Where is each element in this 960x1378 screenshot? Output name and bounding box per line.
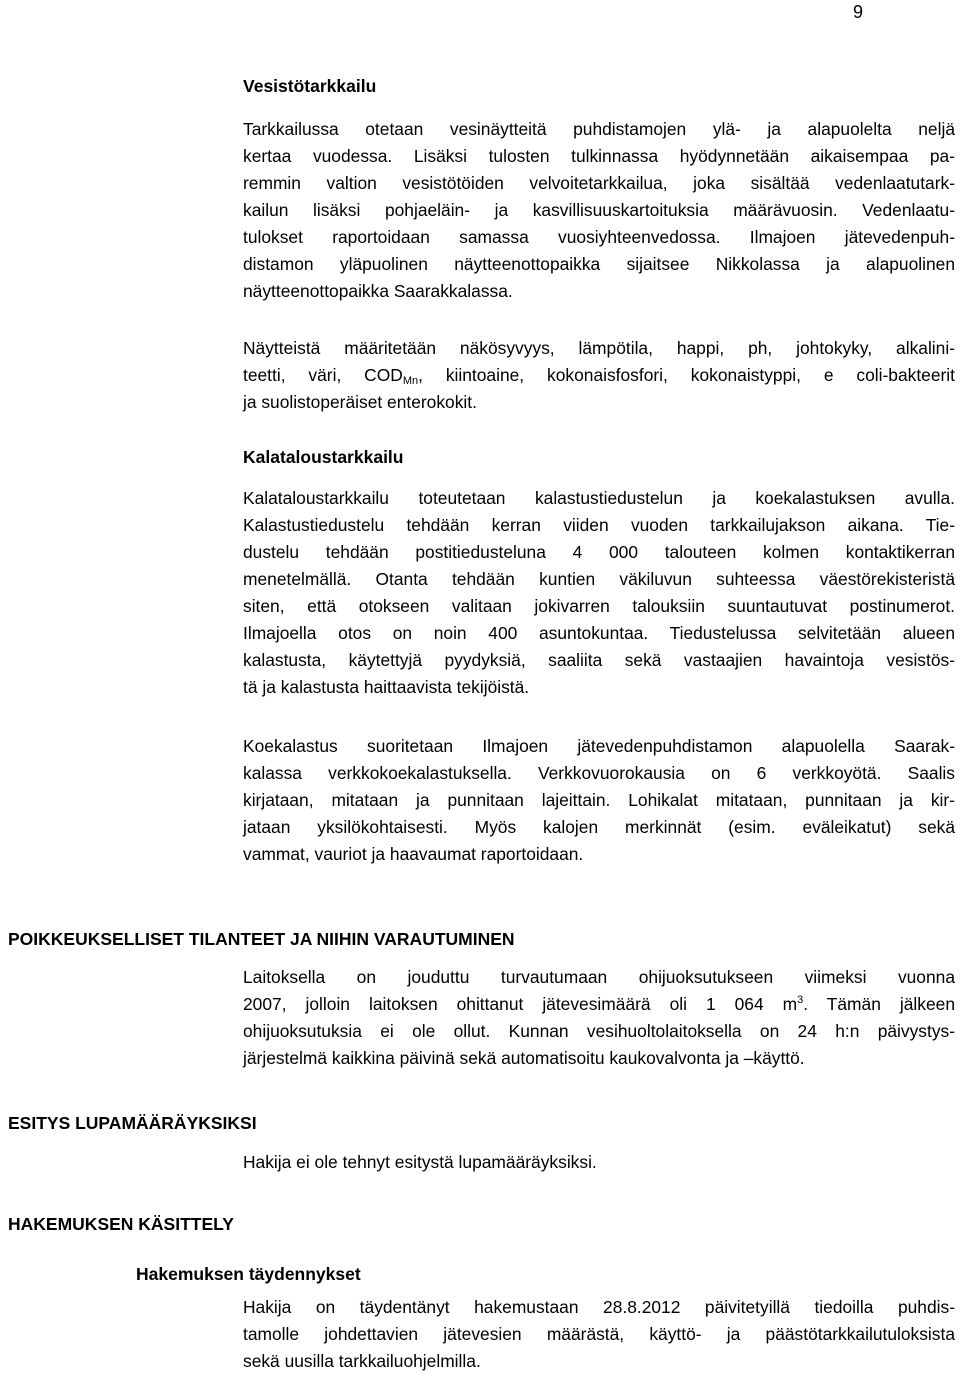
text-line: remmin valtion vesistötöiden velvoitetarkkailua, joka sisältää vedenlaatutark-: [243, 173, 955, 193]
text-line: [243, 991, 955, 1018]
text-line: Kalataloustarkkailu toteutetaan kalastustiedustelun ja koekalastuksen avulla.: [243, 488, 955, 508]
text-line: Näytteistä määritetään näkösyvyys, lämpötila, happi, ph, johtokyky, alkalini-: [243, 338, 955, 358]
text-line: ohijuoksutuksia ei ole ollut. Kunnan vesihuoltolaitoksella on 24 h:n päivystys-: [243, 1021, 955, 1041]
text-fragment: 2007, jolloin laitoksen ohittanut jätevesimäärä oli 1 064 m: [243, 994, 798, 1014]
text-line: Kalastustiedustelu tehdään kerran viiden vuoden tarkkailujakson aikana. Tie-: [243, 515, 955, 535]
poikkeukselliset-paragraph: [243, 964, 955, 1072]
text-line: Laitoksella on jouduttu turvautumaan ohijuoksutukseen viimeksi vuonna: [243, 967, 955, 987]
cubic-superscript: 3: [797, 994, 804, 1006]
text-line: tä ja kalastusta haittaavista tekijöistä.: [243, 677, 530, 697]
text-line: kalastusta, käytettyjä pyydyksiä, saaliita sekä vastaajien havaintoja vesistös-: [243, 650, 955, 670]
text-line: jataan yksilökohtaisesti. Myös kalojen merkinnät (esim. eväleikatut) sekä: [243, 817, 955, 837]
text-line: tamolle johdettavien jätevesien määrästä, käyttö- ja päästötarkkailutuloksista: [243, 1324, 955, 1344]
text-line: järjestelmä kaikkina päivinä sekä automatisoitu kaukovalvonta ja –käyttö.: [243, 1048, 805, 1068]
text-line: kailun lisäksi pohjaeläin- ja kasvillisuuskartoituksia määrävuosin. Vedenlaatu-: [243, 200, 955, 220]
section-heading-esitys: ESITYS LUPAMÄÄRÄYKSIKSI: [8, 1113, 257, 1133]
taydennykset-paragraph: [243, 1294, 955, 1375]
kalataloustarkkailu-paragraph-2: [243, 733, 955, 868]
text-line: kirjataan, mitataan ja punnitaan lajeittain. Lohikalat mitataan, punnitaan ja kir-: [243, 790, 955, 810]
text-line: vammat, vauriot ja haavaumat raportoidaan.: [243, 844, 584, 864]
text-line: distamon yläpuolinen näytteenottopaikka sijaitsee Nikkolassa ja alapuolinen: [243, 254, 955, 274]
text-line: menetelmällä. Otanta tehdään kuntien väkiluvun suhteessa väestörekisteristä: [243, 569, 955, 589]
text-line: sekä uusilla tarkkailuohjelmilla.: [243, 1351, 481, 1371]
text-line: Hakija ei ole tehnyt esitystä lupamääräyksiksi.: [243, 1152, 597, 1172]
section-heading-poikkeukselliset: POIKKEUKSELLISET TILANTEET JA NIIHIN VARAUTUMINEN: [8, 929, 515, 949]
text-line: siten, että otokseen valitaan jokivarren talouksiin suuntautuvat postinumerot.: [243, 596, 955, 616]
section-heading-kalataloustarkkailu: Kalataloustarkkailu: [243, 447, 404, 467]
text-fragment: teetti, väri, COD: [243, 365, 403, 385]
text-line: tulokset raportoidaan samassa vuosiyhteenvedossa. Ilmajoen jätevedenpuh-: [243, 227, 955, 247]
kalataloustarkkailu-paragraph-1: [243, 485, 955, 701]
cod-subscript: Mn: [402, 375, 419, 387]
section-heading-kasittely: HAKEMUKSEN KÄSITTELY: [8, 1214, 234, 1234]
text-line: Hakija on täydentänyt hakemustaan 28.8.2012 päivitetyillä tiedoilla puhdis-: [243, 1297, 955, 1317]
text-line: [243, 362, 955, 389]
vesistotarkkailu-paragraph-1: [243, 116, 955, 305]
text-fragment: . Tämän jälkeen: [803, 994, 955, 1014]
text-line: Koekalastus suoritetaan Ilmajoen jätevedenpuhdistamon alapuolella Saarak-: [243, 736, 955, 756]
vesistotarkkailu-paragraph-2: [243, 335, 955, 416]
text-line: dustelu tehdään postitiedusteluna 4 000 talouteen kolmen kontaktikerran: [243, 542, 955, 562]
text-fragment: , kiintoaine, kokonaisfosfori, kokonaistyppi, e coli-bakteerit: [418, 365, 955, 385]
esitys-paragraph: [243, 1149, 955, 1176]
text-line: Ilmajoella otos on noin 400 asuntokuntaa. Tiedustelussa selvitetään alueen: [243, 623, 955, 643]
text-line: Tarkkailussa otetaan vesinäytteitä puhdistamojen ylä- ja alapuolelta neljä: [243, 119, 955, 139]
text-line: ja suolistoperäiset enterokokit.: [243, 392, 477, 412]
subsection-heading-taydennykset: Hakemuksen täydennykset: [136, 1264, 361, 1284]
text-line: kertaa vuodessa. Lisäksi tulosten tulkinnassa hyödynnetään aikaisempaa pa-: [243, 146, 955, 166]
page-number: 9: [853, 2, 864, 22]
section-heading-vesistotarkkailu: Vesistötarkkailu: [243, 76, 377, 96]
text-line: kalassa verkkokoekalastuksella. Verkkovuorokausia on 6 verkkoyötä. Saalis: [243, 763, 955, 783]
text-line: näytteenottopaikka Saarakkalassa.: [243, 281, 513, 301]
